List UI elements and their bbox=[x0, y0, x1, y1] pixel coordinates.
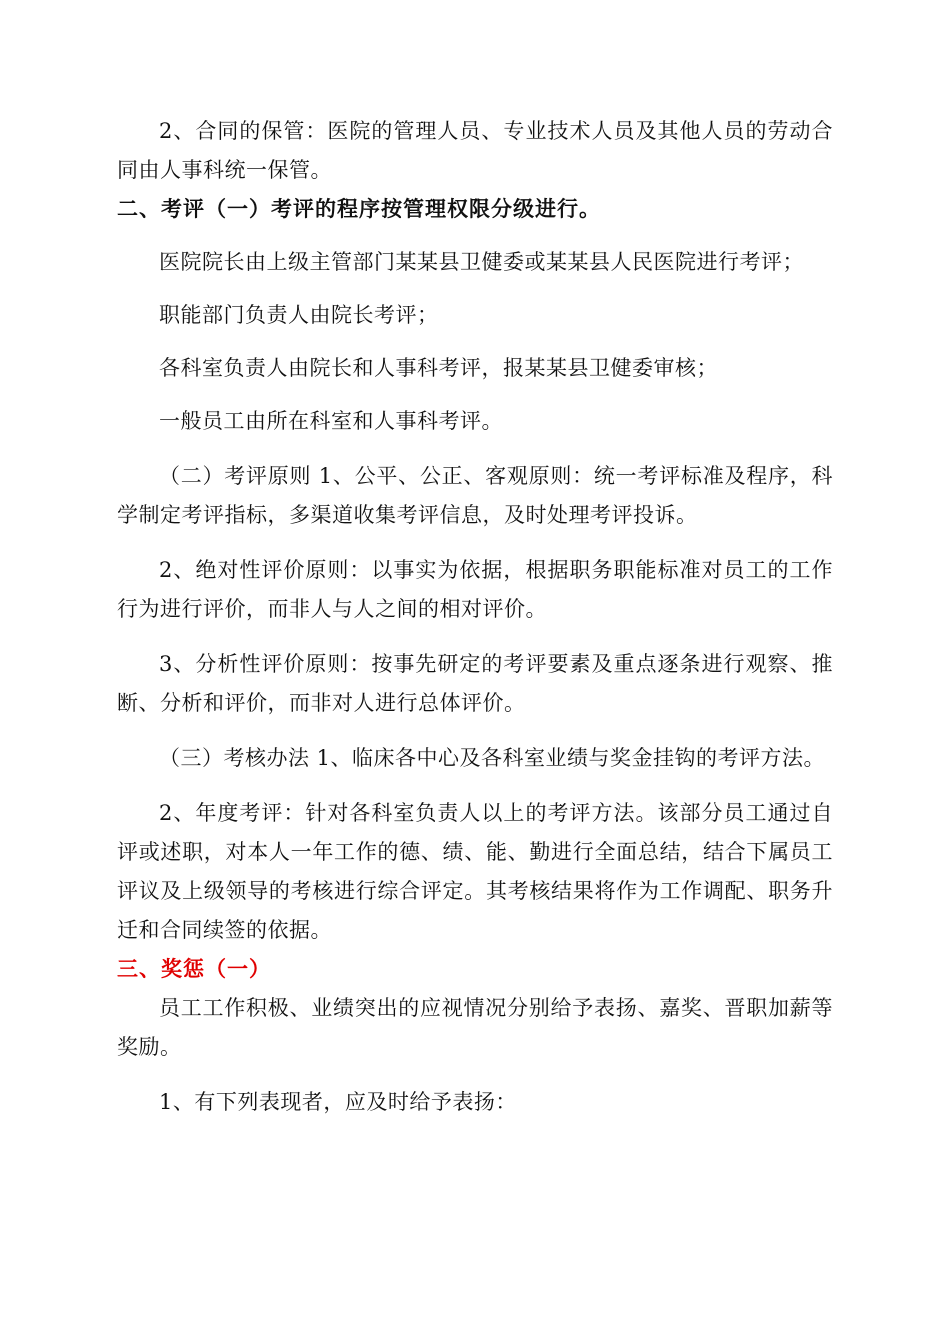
paragraph-staff-evaluation: 一般员工由所在科室和人事科考评。 bbox=[159, 409, 503, 433]
paragraph-president-evaluation: 医院院长由上级主管部门某某县卫健委或某某县人民医院进行考评； bbox=[159, 250, 804, 274]
document-body bbox=[117, 112, 833, 1122]
section-heading-rewards-penalties: 三、奖惩（一） bbox=[117, 957, 271, 981]
paragraph-contract-custody: 2、合同的保管：医院的管理人员、专业技术人员及其他人员的劳动合同由人事科统一保管。 bbox=[117, 119, 833, 182]
paragraph-department-head-evaluation: 职能部门负责人由院长考评； bbox=[159, 303, 439, 327]
paragraph-analytical-evaluation: 3、分析性评价原则：按事先研定的考评要素及重点逐条进行观察、推断、分析和评价，而非对人进行总体评价。 bbox=[117, 652, 833, 715]
section-heading-evaluation: 二、考评（一）考评的程序按管理权限分级进行。 bbox=[117, 197, 601, 221]
paragraph-assessment-methods: （三）考核办法 1、临床各中心及各科室业绩与奖金挂钩的考评方法。 bbox=[159, 746, 826, 770]
paragraph-rewards-intro: 员工工作积极、业绩突出的应视情况分别给予表扬、嘉奖、晋职加薪等奖励。 bbox=[117, 996, 833, 1059]
paragraph-absolute-evaluation: 2、绝对性评价原则：以事实为依据，根据职务职能标准对员工的工作行为进行评价，而非人与人之间的相对评价。 bbox=[117, 558, 833, 621]
paragraph-section-head-evaluation: 各科室负责人由院长和人事科考评，报某某县卫健委审核； bbox=[159, 356, 718, 380]
paragraph-praise-conditions: 1、有下列表现者，应及时给予表扬： bbox=[159, 1090, 517, 1114]
paragraph-evaluation-principles: （二）考评原则 1、公平、公正、客观原则：统一考评标准及程序，科学制定考评指标，多渠道收集考评信息，及时处理考评投诉。 bbox=[117, 464, 833, 527]
paragraph-annual-evaluation: 2、年度考评：针对各科室负责人以上的考评方法。该部分员工通过自评或述职，对本人一年工作的德、绩、能、勤进行全面总结，结合下属员工评议及上级领导的考核进行综合评定。其考核结果将作为工作调配、职务升迁和合同续签的依据。 bbox=[117, 801, 833, 942]
